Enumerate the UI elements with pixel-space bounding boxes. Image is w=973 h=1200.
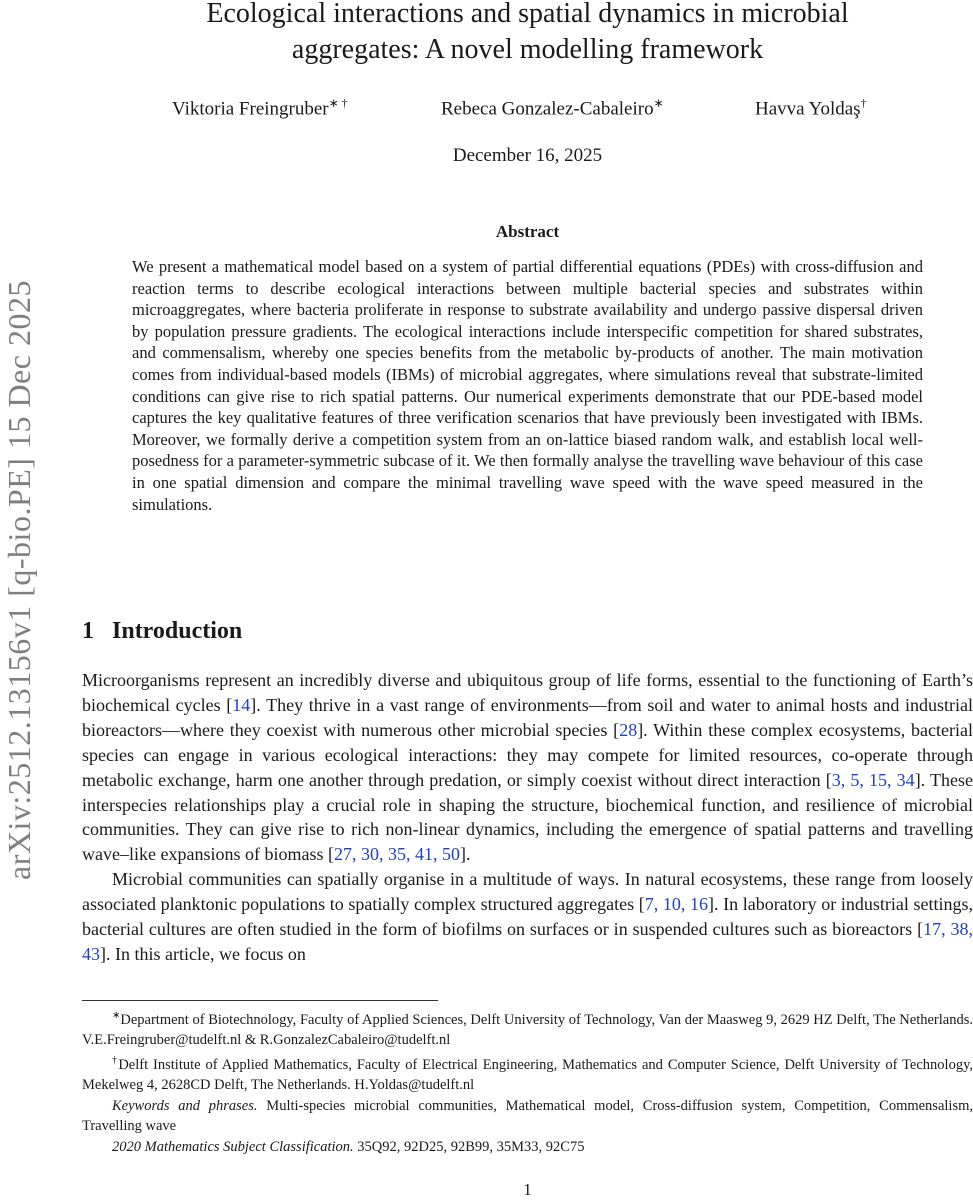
citation-link[interactable]: 14	[232, 694, 251, 715]
author-2: Rebeca Gonzalez-Cabaleiro∗	[441, 96, 664, 120]
footnote-msc: 2020 Mathematics Subject Classification. 35Q92, 92D25, 92B99, 35M33, 92C75	[112, 1138, 585, 1155]
page-number: 1	[523, 1180, 532, 1199]
introduction-body	[82, 668, 973, 967]
abstract-text: We present a mathematical model based on a system of partial differential equations (PDEs) with cross-diffusion and reaction terms to describe ecological interactions between multiple bacterial species and substrates within microaggregates, where bacteria proliferate in response to substrate availability and undergo passive dispersal driven by population pressure gradients. The ecological interactions include interspecific competition for shared substrates, and commensalism, whereby one species benefits from the metabolic by-products of another. The main motivation comes from individual-based models (IBMs) of microbial aggregates, where simulations reveal that substrate-limited conditions can give rise to rich spatial patterns. Our numerical experiments demonstrate that our PDE-based model captures the key qualitative features of three verification scenarios that have previously been investigated with IBMs. Moreover, we formally derive a competition system from an on-lattice biased random walk, and establish local well-posedness for a parameter-symmetric subcase of it. We then formally analyse the travelling wave behaviour of this case in one spatial dimension and compare the minimal travelling wave speed with the wave speed measured in the simulations.	[132, 257, 923, 514]
paper-title	[120, 0, 935, 68]
paragraph-1: Microorganisms represent an incredibly diverse and ubiquitous group of life forms, essential to the functioning of Earth’s biochemical cycles [14]. They thrive in a vast range of environments—from soil and water to animal hosts and industrial bioreactors—where they coexist with numerous other microbial species [28]. Within these complex ecosystems, bacterial species can engage in various ecological interactions: they may compete for limited resources, co-operate through metabolic exchange, harm one another through predation, or simply coexist without direct interaction [3, 5, 15, 34]. These interspecies relationships play a crucial role in shaping the structure, biochemical function, and resilience of microbial communities. They can give rise to rich non-linear dynamics, including the emergence of spatial patterns and travelling wave–like expansions of biomass [27, 30, 35, 41, 50].	[82, 670, 973, 865]
section-number: 1	[82, 618, 94, 644]
footnote-affiliation-1: ∗Department of Biotechnology, Faculty of Applied Sciences, Delft University of Technology, Van der Maasweg 9, 2629 HZ Delft, The Netherlands. V.E.Freingruber@tudelft.nl & R.GonzalezCabaleiro@tudelft.nl	[82, 1010, 973, 1049]
footnote-keywords: Keywords and phrases. Multi-species microbial communities, Mathematical model, Cross-diffusion system, Competition, Commensalism, Travelling wave	[82, 1097, 973, 1135]
footnote-divider	[82, 1000, 438, 1001]
section-title: Introduction	[112, 618, 243, 644]
citation-link[interactable]: 17, 38, 43	[82, 919, 973, 964]
citation-link[interactable]: 3, 5, 15, 34	[831, 769, 915, 790]
paragraph-2: Microbial communities can spatially organise in a multitude of ways. In natural ecosystems, these range from loosely associated planktonic populations to spatially complex structured aggregates [7, 10, 16]. In laboratory or industrial settings, bacterial cultures are often studied in the form of biofilms on surfaces or in suspended cultures such as bioreactors [17, 38, 43]. In this article, we focus on	[82, 869, 973, 964]
footnote-affiliation-2: †Delft Institute of Applied Mathematics, Faculty of Electrical Engineering, Mathematics and Computer Science, Delft University of Technology, Mekelweg 4, 2628CD Delft, The Netherlands. H.Yoldas@tudelft.nl	[82, 1054, 973, 1094]
citation-link[interactable]: 27, 30, 35, 41, 50	[333, 844, 460, 865]
section-heading-introduction	[82, 618, 242, 645]
abstract-heading: Abstract	[495, 222, 560, 241]
arxiv-identifier-stamp: arXiv:2512.13156v1 [q-bio.PE] 15 Dec 2025	[1, 280, 37, 880]
publication-date: December 16, 2025	[452, 145, 603, 166]
title-line-2: aggregates: A novel modelling framework	[291, 34, 764, 65]
author-1: Viktoria Freingruber∗ †	[172, 96, 348, 120]
citation-link[interactable]: 7, 10, 16	[644, 894, 708, 915]
citation-link[interactable]: 28	[619, 719, 638, 740]
author-3: Havva Yoldaş†	[755, 96, 867, 120]
title-line-1: Ecological interactions and spatial dynamics in microbial	[206, 0, 849, 29]
footnotes	[82, 1006, 973, 1157]
